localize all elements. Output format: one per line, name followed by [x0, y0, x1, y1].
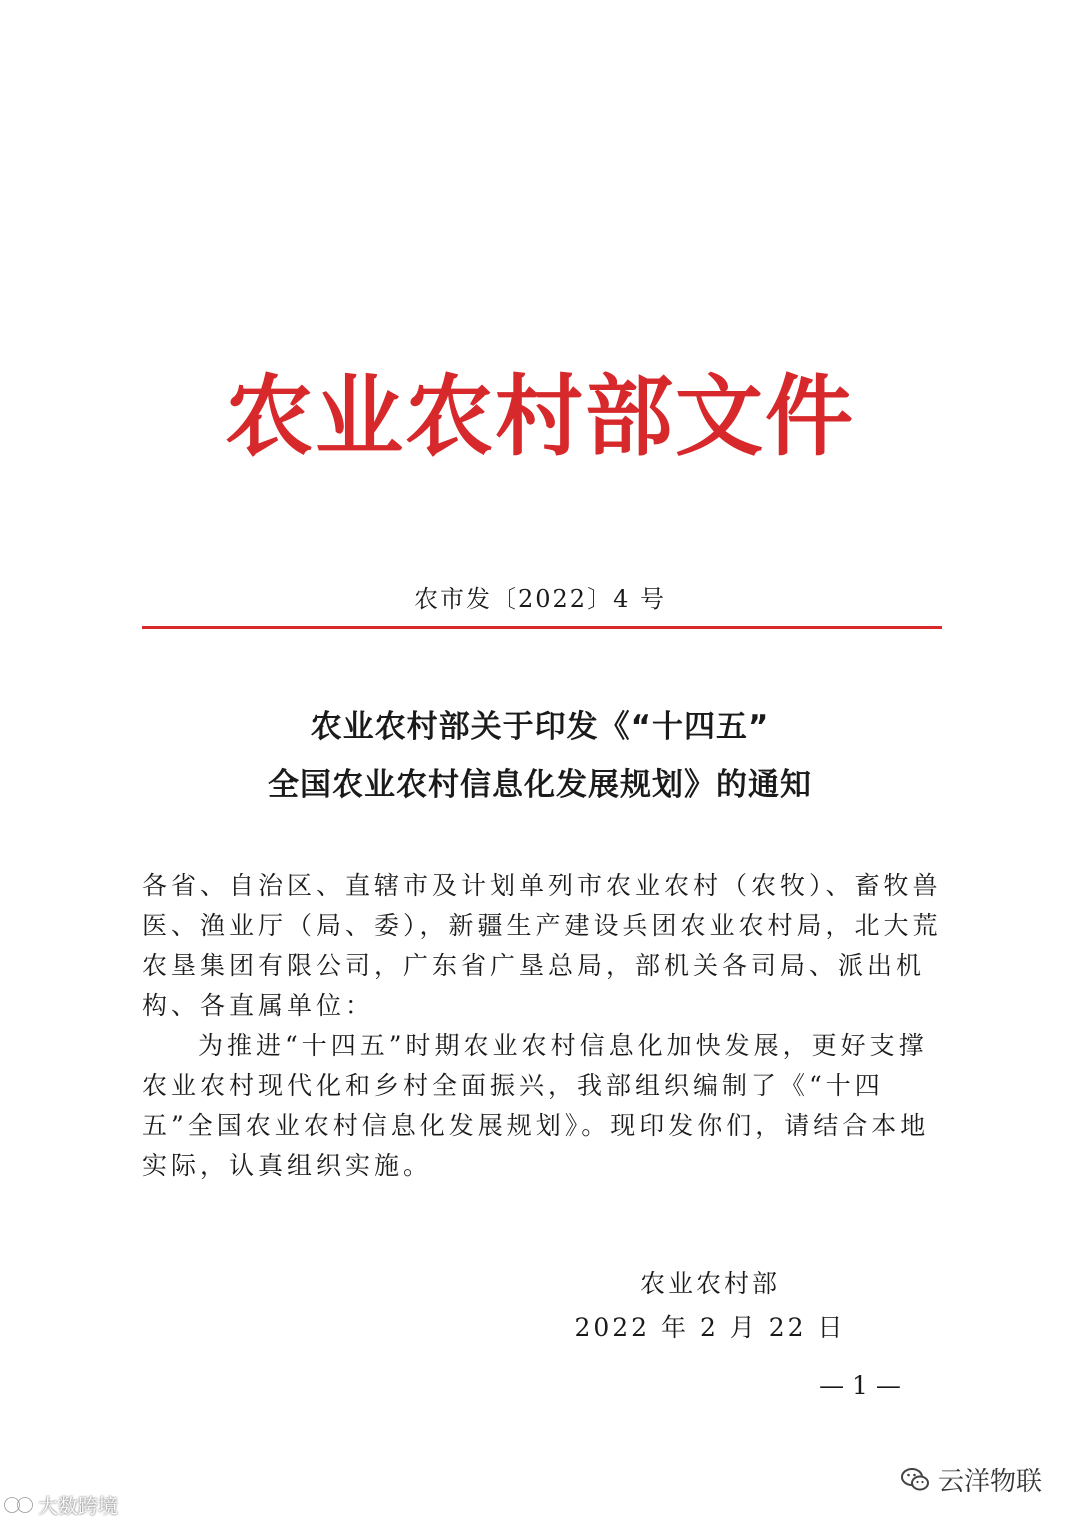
watermark-left-text: 大数跨境 — [38, 1494, 118, 1518]
page-number: — 1 — — [819, 1371, 901, 1400]
document-masthead: 农业农村部文件 — [224, 365, 855, 468]
document-title — [0, 698, 1080, 814]
watermark-right — [900, 1461, 1042, 1498]
watermark-right-text: 云洋物联 — [937, 1467, 1042, 1497]
signature-date: 2022 年 2 月 22 日 — [574, 1313, 846, 1342]
signature-org: 农业农村部 — [639, 1269, 780, 1298]
signature-block — [560, 1262, 860, 1350]
addressees-paragraph: 各省、自治区、直辖市及计划单列市农业农村（农牧）、畜牧兽医、渔业厅（局、委），新疆生产建设兵团农业农村局，北大荒农垦集团有限公司，广东省广垦总局，部机关各司局、派出机构、各直属单位： — [142, 871, 942, 1020]
watermark-logo-icon — [4, 1494, 34, 1516]
title-line-2: 全国农业农村信息化发展规划》的通知 — [268, 767, 812, 803]
document-number: 农市发〔2022〕4 号 — [414, 585, 666, 613]
wechat-icon — [900, 1467, 930, 1493]
red-divider-line — [142, 626, 942, 629]
title-line-1: 农业农村部关于印发《“十四五” — [310, 709, 770, 745]
document-body — [142, 866, 942, 1186]
main-paragraph: 为推进“十四五”时期农业农村信息化加快发展，更好支撑农业农村现代化和乡村全面振兴，我部组织编制了《“十四五”全国农业农村信息化发展规划》。现印发你们，请结合本地实际，认真组织实施。 — [142, 1031, 930, 1180]
watermark-left — [4, 1490, 118, 1519]
